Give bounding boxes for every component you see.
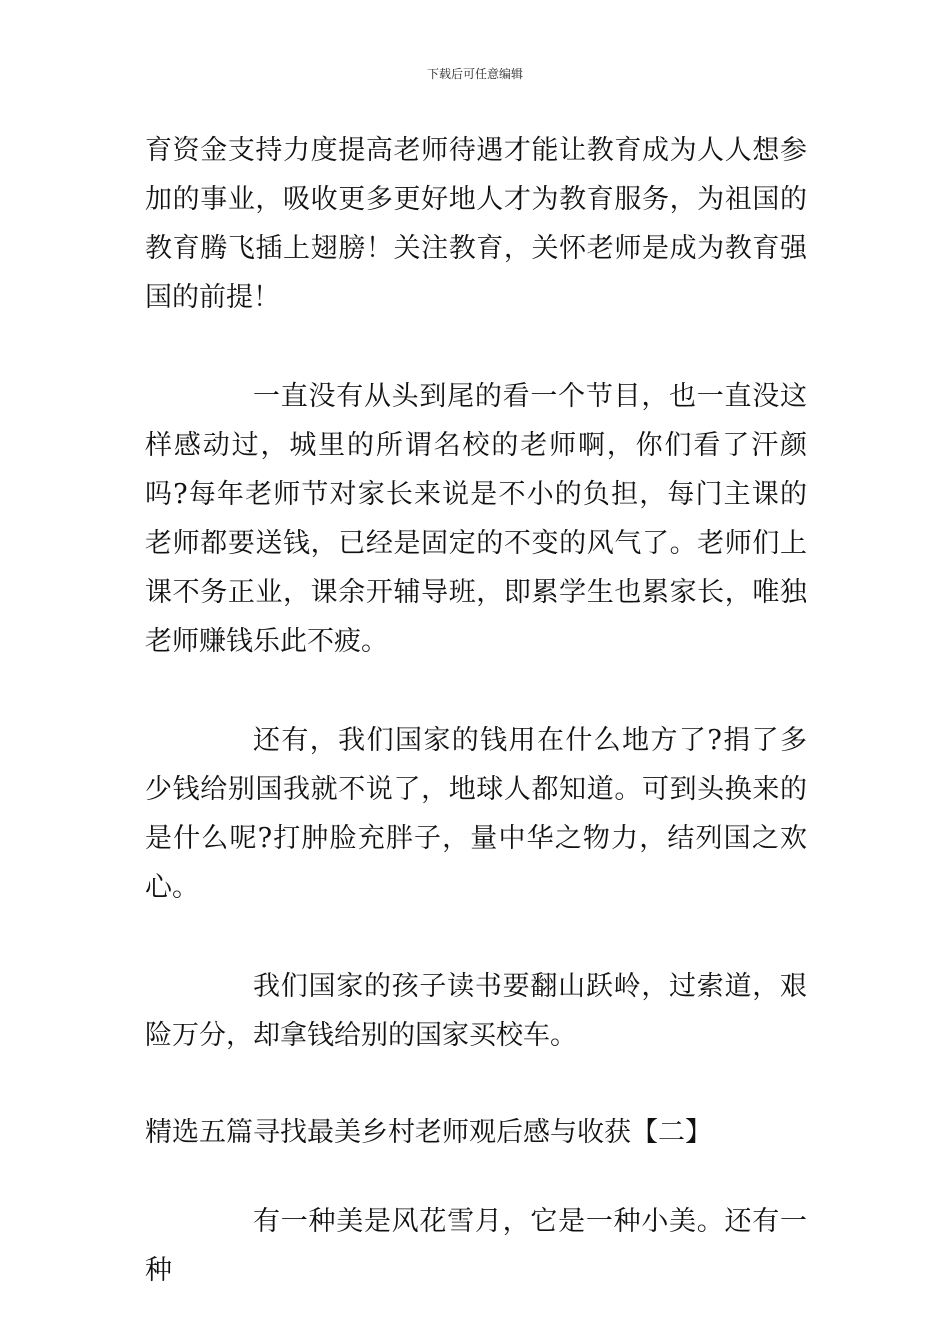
paragraph-4: 我们国家的孩子读书要翻山跃岭，过索道，艰险万分，却拿钱给别的国家买校车。 <box>145 971 807 1051</box>
paragraph-3: 还有，我们国家的钱用在什么地方了?捐了多少钱给别国我就不说了，地球人都知道。可到头换来的是什么呢?打肿脸充胖子，量中华之物力，结列国之欢心。 <box>145 725 807 903</box>
paragraph-continued: 育资金支持力度提高老师待遇才能让教育成为人人想参加的事业，吸收更多更好地人才为教育服务，为祖国的教育腾飞插上翅膀！关注教育，关怀老师是成为教育强国的前提！ <box>145 135 807 313</box>
section-heading: 精选五篇寻找最美乡村老师观后感与收获【二】 <box>145 1117 712 1148</box>
paragraph-2: 一直没有从头到尾的看一个节目，也一直没这样感动过，城里的所谓名校的老师啊，你们看了汗颜吗?每年老师节对家长来说是不小的负担，每门主课的老师都要送钱，已经是固定的不变的风气了。老师们上课不务正业，课余开辅导班，即累学生也累家长，唯独老师赚钱乐此不疲。 <box>145 381 807 657</box>
page-header-note: 下载后可任意编辑 <box>426 67 523 81</box>
document-body <box>145 126 807 1295</box>
paragraph-5: 有一种美是风花雪月，它是一种小美。还有一种 <box>145 1206 807 1286</box>
